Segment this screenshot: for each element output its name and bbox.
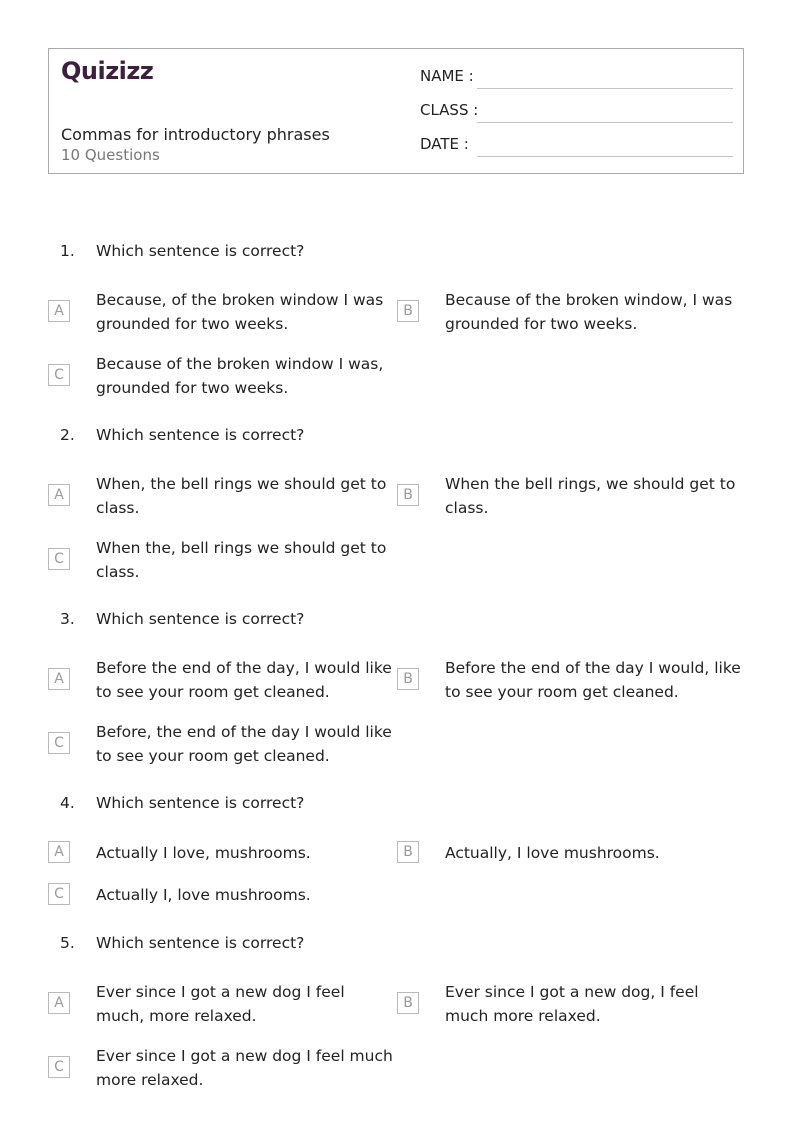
date-label: DATE : xyxy=(420,135,469,153)
date-line[interactable] xyxy=(477,156,733,157)
option-text: Ever since I got a new dog, I feel much more relaxed. xyxy=(445,983,699,1025)
option-letter-box: A xyxy=(48,484,70,506)
question-text: Which sentence is correct? xyxy=(96,934,305,952)
option-text: Before the end of the day, I would like to see your room get cleaned. xyxy=(96,659,392,701)
class-label: CLASS : xyxy=(420,101,479,119)
quizizz-logo: Quizizz xyxy=(61,57,154,85)
option-text: Because, of the broken window I was grounded for two weeks. xyxy=(96,291,384,333)
name-line[interactable] xyxy=(477,88,733,89)
option-text: Actually I love, mushrooms. xyxy=(96,844,311,862)
option-letter-box: B xyxy=(397,841,419,863)
option-letter-box: C xyxy=(48,364,70,386)
option-letter-box: B xyxy=(397,668,419,690)
option-text: When the, bell rings we should get to class. xyxy=(96,539,387,581)
option-letter-box: A xyxy=(48,668,70,690)
question-number: 2. xyxy=(60,426,75,444)
option-text: Actually I, love mushrooms. xyxy=(96,886,311,904)
option-text: When the bell rings, we should get to class. xyxy=(445,475,736,517)
option-letter-box: B xyxy=(397,300,419,322)
question-number: 5. xyxy=(60,934,75,952)
option-letter-box: A xyxy=(48,992,70,1014)
worksheet-header xyxy=(48,48,744,174)
option-letter-box: C xyxy=(48,548,70,570)
option-text: Ever since I got a new dog I feel much more relaxed. xyxy=(96,1047,393,1089)
option-letter-box: C xyxy=(48,1056,70,1078)
option-letter-box: B xyxy=(397,992,419,1014)
option-text: Because of the broken window I was, grounded for two weeks. xyxy=(96,355,384,397)
option-text: Because of the broken window, I was grounded for two weeks. xyxy=(445,291,733,333)
name-field xyxy=(420,67,733,91)
option-letter-box: A xyxy=(48,300,70,322)
question-number: 1. xyxy=(60,242,75,260)
option-text: Before the end of the day I would, like to see your room get cleaned. xyxy=(445,659,741,701)
question-text: Which sentence is correct? xyxy=(96,242,305,260)
question-number: 3. xyxy=(60,610,75,628)
date-field xyxy=(420,135,733,159)
option-letter-box: B xyxy=(397,484,419,506)
question-text: Which sentence is correct? xyxy=(96,610,305,628)
option-letter-box: C xyxy=(48,732,70,754)
question-count: 10 Questions xyxy=(61,146,160,164)
worksheet-title: Commas for introductory phrases xyxy=(61,125,330,144)
option-text: Actually, I love mushrooms. xyxy=(445,844,660,862)
question-number: 4. xyxy=(60,794,75,812)
name-label: NAME : xyxy=(420,67,474,85)
option-letter-box: A xyxy=(48,841,70,863)
question-text: Which sentence is correct? xyxy=(96,426,305,444)
option-text: When, the bell rings we should get to class. xyxy=(96,475,387,517)
option-text: Ever since I got a new dog I feel much, more relaxed. xyxy=(96,983,345,1025)
question-text: Which sentence is correct? xyxy=(96,794,305,812)
class-line[interactable] xyxy=(477,122,733,123)
option-letter-box: C xyxy=(48,883,70,905)
class-field xyxy=(420,101,733,125)
option-text: Before, the end of the day I would like to see your room get cleaned. xyxy=(96,723,392,765)
